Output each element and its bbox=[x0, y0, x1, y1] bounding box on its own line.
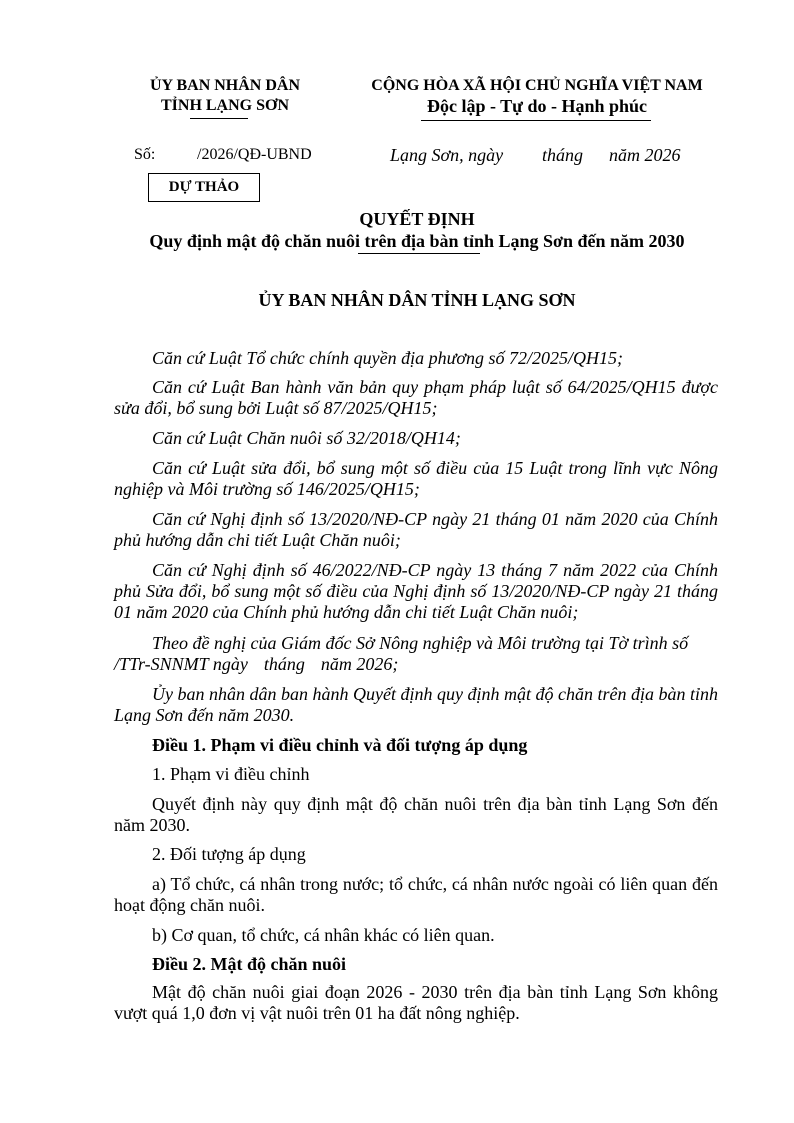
legal-basis-5: Căn cứ Nghị định số 13/2020/NĐ-CP ngày 21 tháng 01 năm 2020 của Chính phủ hướng dẫn chi tiết Luật Chăn nuôi; bbox=[114, 509, 718, 550]
nation-motto: Độc lập - Tự do - Hạnh phúc bbox=[426, 96, 648, 116]
legal-basis-2: Căn cứ Luật Ban hành văn bản quy phạm pháp luật số 64/2025/QH15 được sửa đổi, bổ sung bởi Luật số 87/2025/QH15; bbox=[114, 377, 718, 418]
article-1-subjects-heading: 2. Đối tượng áp dụng bbox=[152, 844, 306, 864]
issuing-authority: ỦY BAN NHÂN DÂN TỈNH LẠNG SƠN bbox=[258, 290, 576, 310]
document-type-title: QUYẾT ĐỊNH bbox=[359, 209, 475, 229]
proposal-paragraph bbox=[114, 633, 718, 675]
enactment-statement: Ủy ban nhân dân ban hành Quyết định quy định mật độ chăn trên địa bàn tỉnh Lạng Sơn đến năm 2030. bbox=[114, 684, 718, 725]
document-number-label: Số: bbox=[134, 146, 156, 163]
proposal-submission-ref: /TTr-SNNMT ngày bbox=[114, 654, 248, 674]
title-underline bbox=[358, 253, 480, 254]
proposal-month: tháng bbox=[263, 654, 305, 674]
agency-name-line2: TỈNH LẠNG SƠN bbox=[160, 97, 290, 114]
article-1-heading: Điều 1. Phạm vi điều chỉnh và đối tượng áp dụng bbox=[152, 735, 528, 755]
legal-basis-1: Căn cứ Luật Tổ chức chính quyền địa phương số 72/2025/QH15; bbox=[152, 348, 624, 368]
date-place: Lạng Sơn, ngày bbox=[390, 145, 504, 165]
article-1-scope-text: Quyết định này quy định mật độ chăn nuôi trên địa bàn tỉnh Lạng Sơn đến năm 2030. bbox=[114, 794, 718, 835]
article-2-heading: Điều 2. Mật độ chăn nuôi bbox=[152, 954, 347, 974]
article-1-subject-a: a) Tổ chức, cá nhân trong nước; tổ chức, cá nhân nước ngoài có liên quan đến hoạt động chăn nuôi. bbox=[114, 874, 718, 915]
proposal-year: năm 2026; bbox=[320, 654, 399, 674]
agency-underline bbox=[190, 118, 248, 119]
legal-basis-3: Căn cứ Luật Chăn nuôi số 32/2018/QH14; bbox=[152, 428, 461, 448]
proposal-line1: Theo đề nghị của Giám đốc Sở Nông nghiệp và Môi trường tại Tờ trình số bbox=[152, 633, 689, 653]
legal-basis-4: Căn cứ Luật sửa đổi, bổ sung một số điều của 15 Luật trong lĩnh vực Nông nghiệp và Môi trường số 146/2025/QH15; bbox=[114, 458, 718, 499]
nation-title: CỘNG HÒA XÃ HỘI CHỦ NGHĨA VIỆT NAM bbox=[371, 77, 703, 94]
legal-basis-6: Căn cứ Nghị định số 46/2022/NĐ-CP ngày 13 tháng 7 năm 2022 của Chính phủ Sửa đổi, bổ sung một số điều của Nghị định số 13/2020/NĐ-CP ngày 21 tháng 01 năm 2020 của Chính phủ hướng dẫn chi tiết Luật Chăn nuôi; bbox=[114, 560, 718, 622]
draft-stamp: DỰ THẢO bbox=[148, 173, 260, 202]
document-subtitle: Quy định mật độ chăn nuôi trên địa bàn tỉnh Lạng Sơn đến năm 2030 bbox=[149, 231, 685, 251]
proposal-line2 bbox=[76, 654, 398, 675]
motto-underline bbox=[421, 120, 651, 121]
document-number: /2026/QĐ-UBND bbox=[197, 146, 312, 163]
date-month: tháng bbox=[542, 145, 584, 165]
article-2-text: Mật độ chăn nuôi giai đoạn 2026 - 2030 trên địa bàn tỉnh Lạng Sơn không vượt quá 1,0 đơn vị vật nuôi trên 01 ha đất nông nghiệp. bbox=[114, 982, 718, 1023]
article-1-subject-b: b) Cơ quan, tổ chức, cá nhân khác có liên quan. bbox=[152, 925, 495, 945]
agency-name-line1: ỦY BAN NHÂN DÂN bbox=[149, 77, 301, 94]
article-1-scope-heading: 1. Phạm vi điều chỉnh bbox=[152, 764, 310, 784]
date-year: năm 2026 bbox=[609, 145, 681, 165]
